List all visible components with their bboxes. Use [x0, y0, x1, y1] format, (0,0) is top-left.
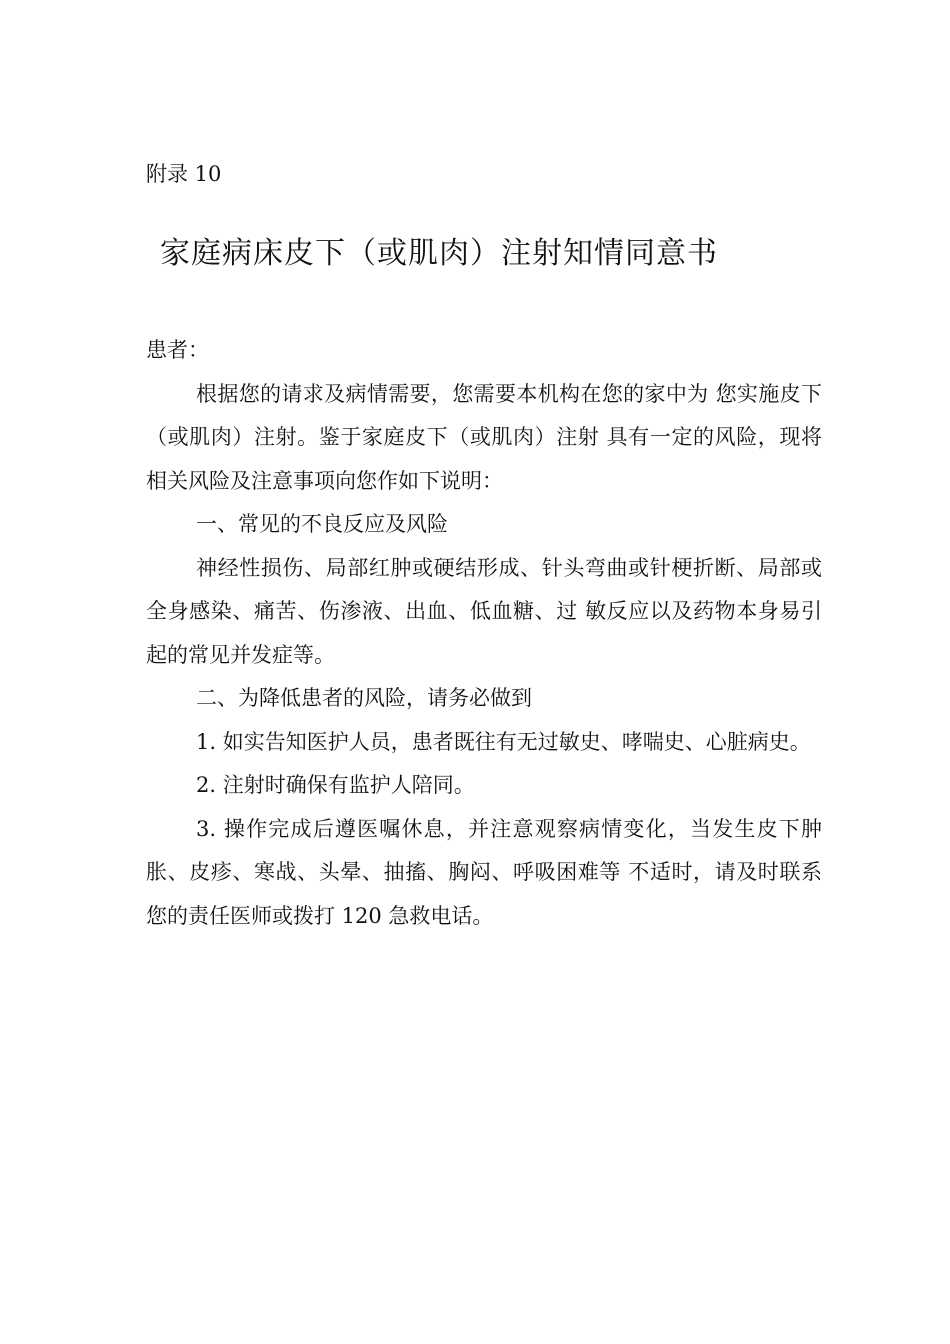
precaution-item-3: 3. 操作完成后遵医嘱休息，并注意观察病情变化，当发生皮下肿胀、皮疹、寒战、头晕、抽搐、胸闷、呼吸困难等 不适时，请及时联系您的责任医师或拨打 120 急救电话。	[146, 816, 822, 928]
document-body	[146, 329, 822, 938]
section-heading-risks: 一、常见的不良反应及风险	[196, 512, 448, 536]
risks-paragraph: 神经性损伤、局部红肿或硬结形成、针头弯曲或针梗折断、局部或全身感染、痛苦、伤渗液、出血、低血糖、过 敏反应以及药物本身易引起的常见并发症等。	[146, 555, 822, 667]
appendix-label: 附录 10	[146, 162, 222, 186]
document-title: 家庭病床皮下（或肌肉）注射知情同意书	[160, 236, 718, 271]
salutation: 患者：	[146, 338, 209, 362]
precaution-item-1: 1. 如实告知医护人员，患者既往有无过敏史、哮喘史、心脏病史。	[196, 729, 811, 754]
intro-paragraph: 根据您的请求及病情需要，您需要本机构在您的家中为 您实施皮下（或肌肉）注射。鉴于家庭皮下（或肌肉）注射 具有一定的风险，现将相关风险及注意事项向您作如下说明：	[146, 381, 822, 493]
section-heading-precautions: 二、为降低患者的风险，请务必做到	[196, 686, 532, 710]
precaution-item-2: 2. 注射时确保有监护人陪同。	[196, 773, 475, 797]
